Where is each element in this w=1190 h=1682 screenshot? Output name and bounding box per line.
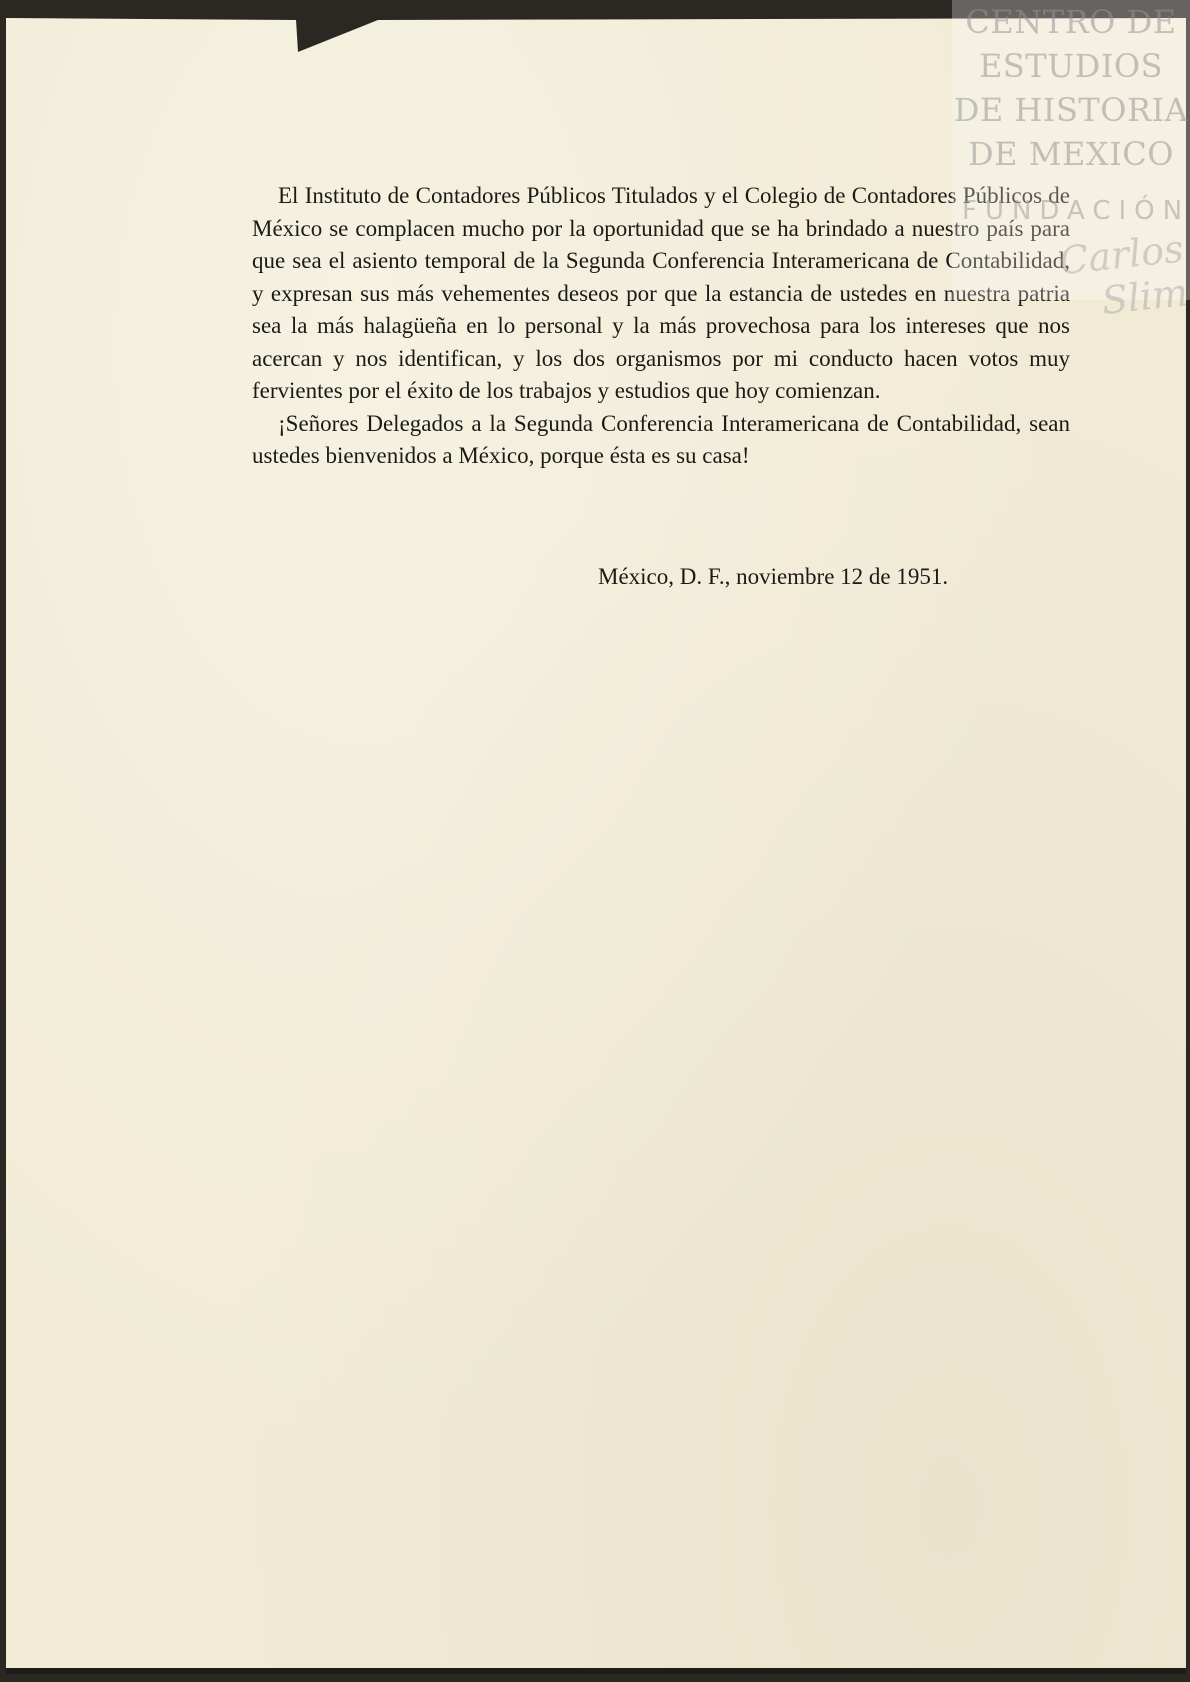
paper-bottom-edge [6,1668,1186,1674]
paragraph-welcome: El Instituto de Contadores Públicos Titulados y el Colegio de Contadores Públicos de México se complacen mucho por la oportunidad que se ha brindado a nuestro país para que sea el asiento temporal de la Segunda Conferencia Interamericana de Contabilidad, y expresan sus más vehementes deseos por que la estancia de ustedes en nuestra patria sea la más halagüeña en lo personal y la más provechosa para los intereses que nos acercan y nos identifican, y los dos organismos por mi conducto hacen votos muy fervientes por el éxito de los trabajos y estudios que hoy comienzan. [252,183,1070,403]
archive-watermark [952,0,1190,323]
watermark-line-3: DE HISTORIA [953,91,1189,129]
letter-body [252,180,1070,473]
watermark-line-1: CENTRO DE [965,3,1177,41]
watermark-line-2: ESTUDIOS [978,47,1164,85]
watermark-foundation: FUNDACIÓN [962,196,1190,226]
paragraph-greeting: ¡Señores Delegados a la Segunda Conferencia Interamericana de Contabilidad, sean ustedes bienvenidos a México, porque ésta es su casa! [252,410,1070,468]
watermark-signature: Carlos Slim [1057,226,1190,323]
watermark-line-4: DE MEXICO [968,135,1174,173]
date-line: México, D. F., noviembre 12 de 1951. [598,564,949,589]
